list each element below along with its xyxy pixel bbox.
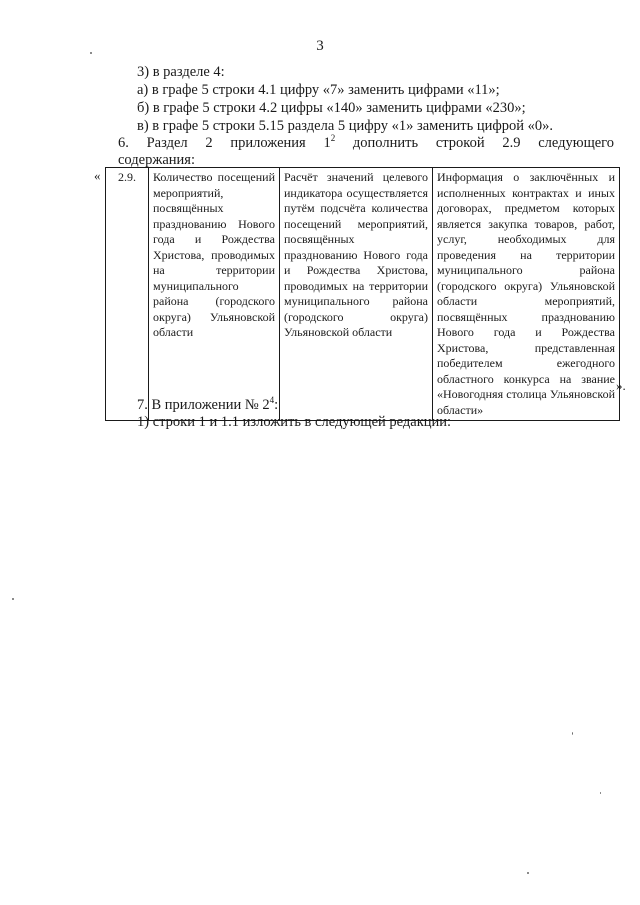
item-6-word: дополнить (352, 135, 419, 151)
page-number: 3 (316, 38, 324, 54)
table-row (106, 168, 620, 421)
closing-quote: ». (616, 378, 626, 393)
item-6-word: следующего (538, 135, 615, 151)
section-4-heading: 3) в разделе 4: (137, 64, 225, 80)
scan-speck (572, 732, 573, 735)
row-number-cell: 2.9. (106, 168, 149, 421)
information-source-cell: Информация о заключённых и исполненных контрактах и иных договорах, предметом которых является закупка товаров, работ, услуг, необходимых для проведения на территории муниципального района (городского округа) Ульяновской области мероприятий, посвящённых празднованию Нового года и Рождества Христова, представленная победителем ежегодного областного конкурса на звание «Новогодняя столица Ульяновской области» (433, 168, 620, 421)
opening-quote: « (94, 168, 101, 183)
item-6-word: строкой (435, 135, 485, 151)
amendment-c: в) в графе 5 строки 5.15 раздела 5 цифру «1» заменить цифрой «0». (137, 118, 554, 134)
item-6-word: приложения (230, 135, 306, 151)
scan-speck (90, 52, 92, 54)
item-6-number: 6. (118, 135, 129, 151)
inserted-table-row (105, 167, 620, 421)
item-6-continuation: содержания: (118, 152, 196, 168)
item-6-appendix-ref: $1^2$ (323, 133, 336, 151)
amendment-b: б) в графе 5 строки 4.2 цифры «140» заменить цифрами «230»; (137, 100, 526, 116)
item-7-1: 1) строки 1 и 1.1 изложить в следующей редакции: (137, 414, 452, 430)
item-7: 7. В приложении № $2^4$: (137, 395, 279, 413)
item-6-word: 2 (205, 135, 213, 151)
item-6-word: 2.9 (502, 135, 521, 151)
scan-speck (600, 792, 601, 794)
scan-speck (12, 598, 14, 600)
item-6-word: Раздел (146, 135, 188, 151)
item-6-line (118, 135, 614, 152)
calculation-method-cell: Расчёт значений целевого индикатора осуществляется путём подсчёта количества посещений мероприятий, посвящённых празднованию Нового года и Рождества Христова, проводимых на территории муниципального района (городского округа) Ульяновской области (280, 168, 433, 421)
indicator-name-cell: Количество посещений мероприятий, посвящённых празднованию Нового года и Рождества Христова, проводимых на территории муниципального района (городского округа) Ульяновской области (149, 168, 280, 421)
scan-speck (527, 872, 529, 874)
amendment-a: а) в графе 5 строки 4.1 цифру «7» заменить цифрами «11»; (137, 82, 500, 98)
